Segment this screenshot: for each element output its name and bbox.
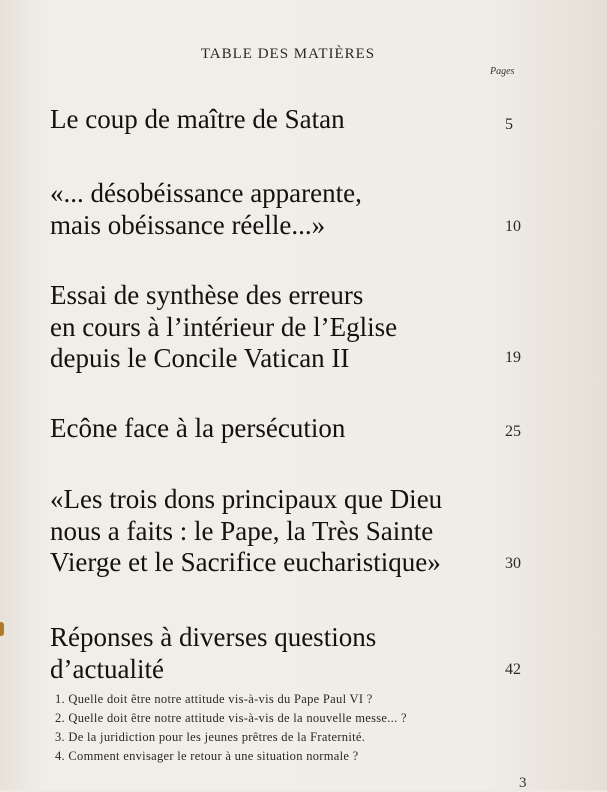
sub-item: 4. Comment envisager le retour à une situation normale ?: [55, 749, 359, 763]
toc-entry: [50, 622, 500, 685]
toc-entry: [50, 178, 500, 241]
toc-entry-title-line: depuis le Concile Vatican II: [50, 343, 350, 373]
toc-entry-title-line: d’actualité: [50, 653, 164, 684]
toc-entry-title: Ecône face à la persécution: [50, 413, 346, 443]
sub-item-list: [55, 690, 407, 766]
sub-item: 2. Quelle doit être notre attitude vis-à-vis de la nouvelle messe... ?: [55, 711, 407, 725]
toc-entry-title-line: «... désobéissance apparente,: [50, 178, 362, 208]
sub-item: 3. De la juridiction pour les jeunes prêtres de la Fraternité.: [55, 730, 366, 744]
toc-entry-page: 25: [505, 423, 521, 440]
toc-entry-page: 42: [505, 661, 521, 678]
toc-entry: [50, 484, 500, 579]
margin-tab-mark: [0, 622, 4, 636]
pages-column-label: Pages: [490, 66, 515, 77]
toc-entry-title-line: mais obéissance réelle...»: [50, 209, 326, 240]
toc-entry-title-line: Essai de synthèse des erreurs: [50, 280, 364, 310]
toc-entry-page: 30: [505, 555, 521, 572]
toc-entry-page: 10: [505, 218, 521, 235]
toc-entry: [50, 104, 500, 136]
toc-entry-title-line: Réponses à diverses questions: [50, 622, 377, 652]
toc-entry: [50, 413, 500, 445]
sub-item: 1. Quelle doit être notre attitude vis-à-vis du Pape Paul VI ?: [55, 692, 373, 706]
toc-entry-title-line: nous a faits : le Pape, la Très Sainte: [50, 515, 434, 546]
running-head: TABLE DES MATIÈRES: [200, 46, 376, 62]
toc-entry-page: 19: [505, 349, 521, 366]
toc-entry: [50, 280, 500, 375]
page-number: 3: [519, 775, 527, 791]
toc-entry-title-line: «Les trois dons principaux que Dieu: [50, 484, 443, 514]
toc-entry-title: Le coup de maître de Satan: [50, 104, 345, 134]
toc-entry-title-line: en cours à l’intérieur de l’Eglise: [50, 311, 398, 342]
toc-entry-page: 5: [505, 116, 513, 133]
toc-entry-title-line: Vierge et le Sacrifice eucharistique»: [50, 547, 441, 577]
